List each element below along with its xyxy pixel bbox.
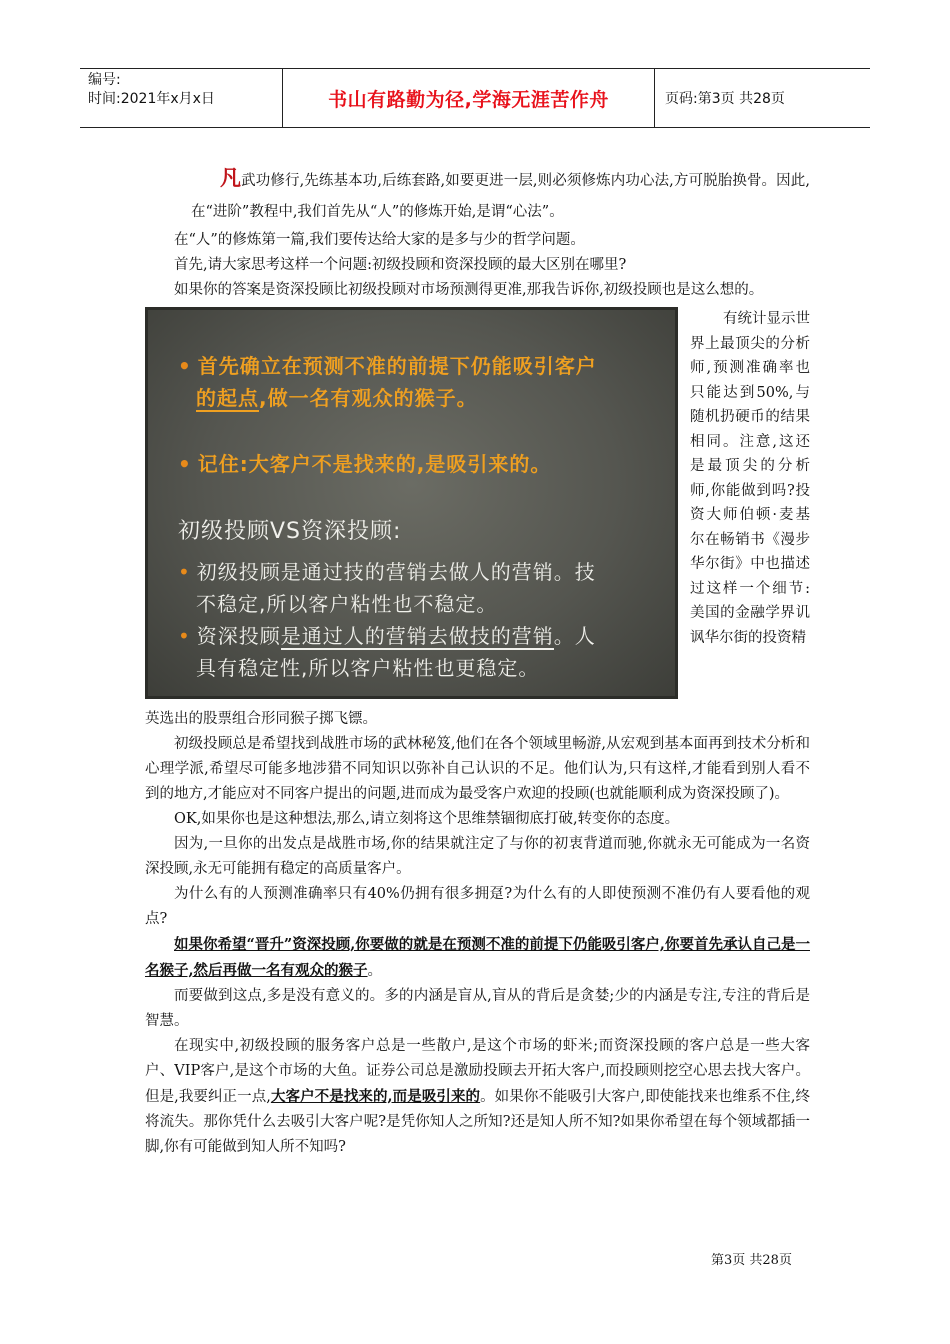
document-body — [145, 163, 810, 1160]
slide-bullet-3 — [178, 556, 596, 620]
slide-text: 的起点 — [196, 386, 259, 410]
bullet-icon: • — [178, 354, 192, 378]
bullet-icon: • — [178, 560, 191, 584]
paragraph-text: 。如果你不能吸引大客户,即使能找来也维系不住,终将流失。那你凭什么去吸引大客户呢?是凭你知人之所知?还是知人所不知?如果你希望在每个领域都插一脚,你有可能做到知人所不知吗? — [145, 1089, 811, 1155]
paragraph: 首先,请大家思考这样一个问题:初级投顾和资深投顾的最大区别在哪里? — [174, 257, 627, 273]
slide-title: 初级投顾VS资深投顾: — [178, 519, 402, 544]
paragraph-intro — [145, 163, 810, 228]
paragraph: 如果你的答案是资深投顾比初级投顾对市场预测得更准,那我告诉你,初级投顾也是这么想的。 — [174, 282, 764, 298]
figure-with-sidebar — [145, 307, 810, 707]
slide-text: 不稳定,所以客户粘性也不稳定。 — [196, 592, 498, 616]
slide-bullet-4 — [178, 620, 596, 684]
paragraph: 因为,一旦你的出发点是战胜市场,你的结果就注定了与你的初衷背道而驰,你就永无可能成为一名资深投顾,永无可能拥有稳定的高质量客户。 — [145, 836, 810, 877]
slide-bullet-2 — [178, 448, 551, 480]
header-page-info: 页码:第3页 共28页 — [665, 91, 785, 107]
page-header — [80, 68, 870, 128]
slide-text: 首先确立在预测不准的前提下仍能吸引客户 — [197, 354, 597, 378]
paragraph-text: 。 — [367, 963, 383, 979]
bullet-icon: • — [178, 624, 191, 648]
paragraph-intro-text: 武功修行,先练基本功,后练套路,如要更进一层,则必须修炼内功心法,方可脱胎换骨。因此,在“进阶”教程中,我们首先从“人”的修炼开始,是谓“心法”。 — [191, 173, 811, 220]
paragraph-key-point — [145, 932, 810, 984]
sidebar-text — [690, 307, 810, 650]
header-motto: 书山有路勤为径,学海无涯苦作舟 — [283, 69, 655, 127]
header-meta — [80, 69, 283, 127]
paragraph: 而要做到这点,多是没有意义的。多的内涵是盲从,盲从的背后是贪婪;少的内涵是专注,专注的背后是智慧。 — [145, 988, 810, 1029]
sidebar-indent — [690, 311, 723, 327]
doc-code-label: 编号: — [88, 72, 121, 88]
paragraph — [145, 1034, 810, 1160]
paragraph: 为什么有的人预测准确率只有40%仍拥有很多拥趸?为什么有的人即使预测不准仍有人要看他的观点? — [145, 886, 810, 927]
doc-date: 时间:2021年x月x日 — [88, 91, 215, 107]
slide-text: 初级投顾是通过技的营销去做人的营销。技 — [196, 560, 596, 584]
paragraph-continued: 英选出的股票组合形同猴子掷飞镖。 — [145, 711, 377, 727]
key-point-text: 如果你希望“晋升”资深投顾,你要做的就是在预测不准的前提下仍能吸引客户,你要首先承认自己是一名猴子,然后再做一名有观众的猴子 — [145, 936, 810, 979]
paragraph-text: 在现实中,初级投顾的服务客户总是一些散户,是这个市场的虾米;而资深投顾的客户总是一些大客户、VIP客户,是这个市场的大鱼。证券公司总是激励投顾去开拓大客户,而投顾则挖空心思去找大客户。但是,我要纠正一点, — [145, 1038, 810, 1105]
slide-text: 资深投顾 — [196, 624, 281, 648]
key-point-text: 大客户不是找来的,而是吸引来的 — [270, 1088, 481, 1105]
sidebar-paragraph: 有统计显示世界上最顶尖的分析师,预测准确率也只能达到50%,与随机扔硬币的结果相同。注意,这还是最顶尖的分析师,你能做到吗?投资大师伯顿·麦基尔在畅销书《漫步华尔街》中也描述过这样一个细节:美国的金融学界讥讽华尔街的投资精 — [690, 311, 810, 646]
slide-bullet-1 — [178, 350, 597, 414]
slide-text: ,做一名有观众的猴子。 — [259, 386, 478, 410]
slide-text: 。人 — [553, 624, 596, 648]
slide-image — [145, 307, 678, 699]
slide-text: 具有稳定性,所以客户粘性也更稳定。 — [196, 656, 540, 680]
page-footer: 第3页 共28页 — [711, 1253, 792, 1268]
bullet-icon: • — [178, 452, 192, 476]
slide-text: 记住:大客户不是找来的,是吸引来的。 — [197, 452, 552, 476]
slide-text: 是通过人的营销去做技的营销 — [280, 624, 554, 648]
paragraph: OK,如果你也是这种想法,那么,请立刻将这个思维禁锢彻底打破,转变你的态度。 — [174, 811, 680, 827]
drop-cap: 凡 — [220, 166, 242, 190]
paragraph: 初级投顾总是希望找到战胜市场的武林秘笈,他们在各个领域里畅游,从宏观到基本面再到技术分析和心理学派,希望尽可能多地涉猎不同知识以弥补自己认识的不足。他们认为,只有这样,才能看到别人看不到的地方,才能应对不同客户提出的问题,进而成为最受客户欢迎的投顾(也就能顺利成为资深投顾了)。 — [145, 736, 810, 802]
paragraph: 在“人”的修炼第一篇,我们要传达给大家的是多与少的哲学问题。 — [174, 232, 585, 248]
